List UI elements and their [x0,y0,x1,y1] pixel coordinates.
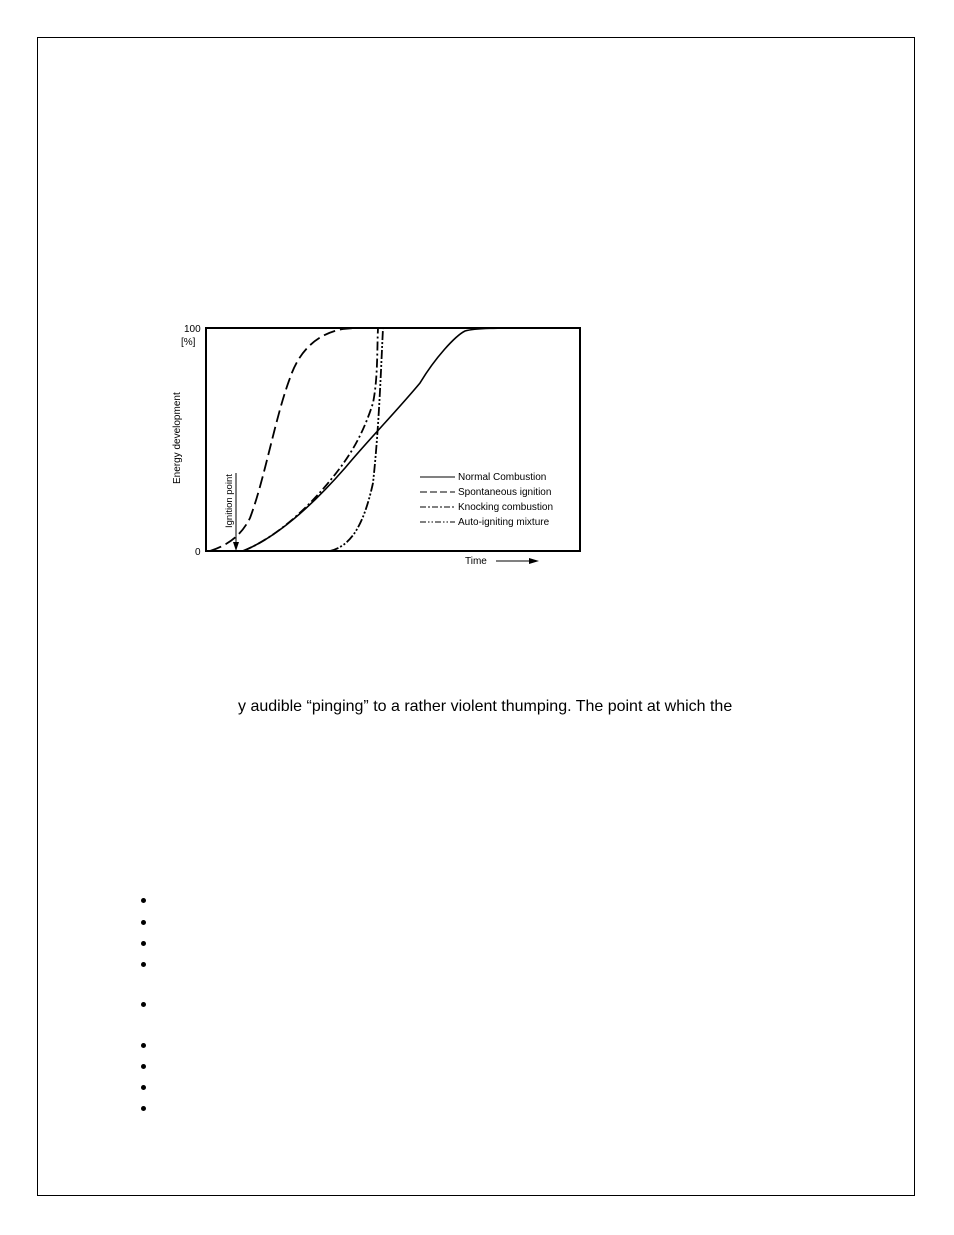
legend-spontaneous-ignition: Spontaneous ignition [458,487,552,498]
y-unit-label: [%] [181,337,196,348]
legend-normal-combustion: Normal Combustion [458,472,547,483]
x-axis-title: Time [465,556,487,567]
knocking-combustion-curve [243,328,378,551]
bullet-8 [140,1084,148,1092]
bullet-7 [140,1063,148,1071]
energy-development-figure [165,318,595,578]
bullet-1 [140,897,148,905]
page-border [37,37,915,1196]
bullet-2 [140,919,148,927]
bullet-3 [140,940,148,948]
bullet-9 [140,1105,148,1113]
bullet-6 [140,1042,148,1050]
ignition-arrow-head [233,542,239,551]
body-text-fragment: y audible “pinging” to a rather violent thumping. The point at which the [238,698,733,715]
legend-knocking-combustion: Knocking combustion [458,502,554,513]
legend-auto-igniting-mixture: Auto-igniting mixture [458,517,550,528]
y-axis-title: Energy development [172,392,183,484]
ignition-label: Ignition point [224,474,235,528]
y-max-label: 100 [184,324,201,335]
auto-igniting-mixture-curve [330,328,383,551]
energy-development-graph [165,318,595,578]
bullet-4 [140,961,148,969]
bullet-5 [140,1001,148,1009]
x-axis-arrow-head [529,558,539,564]
y-min-label: 0 [195,547,201,558]
